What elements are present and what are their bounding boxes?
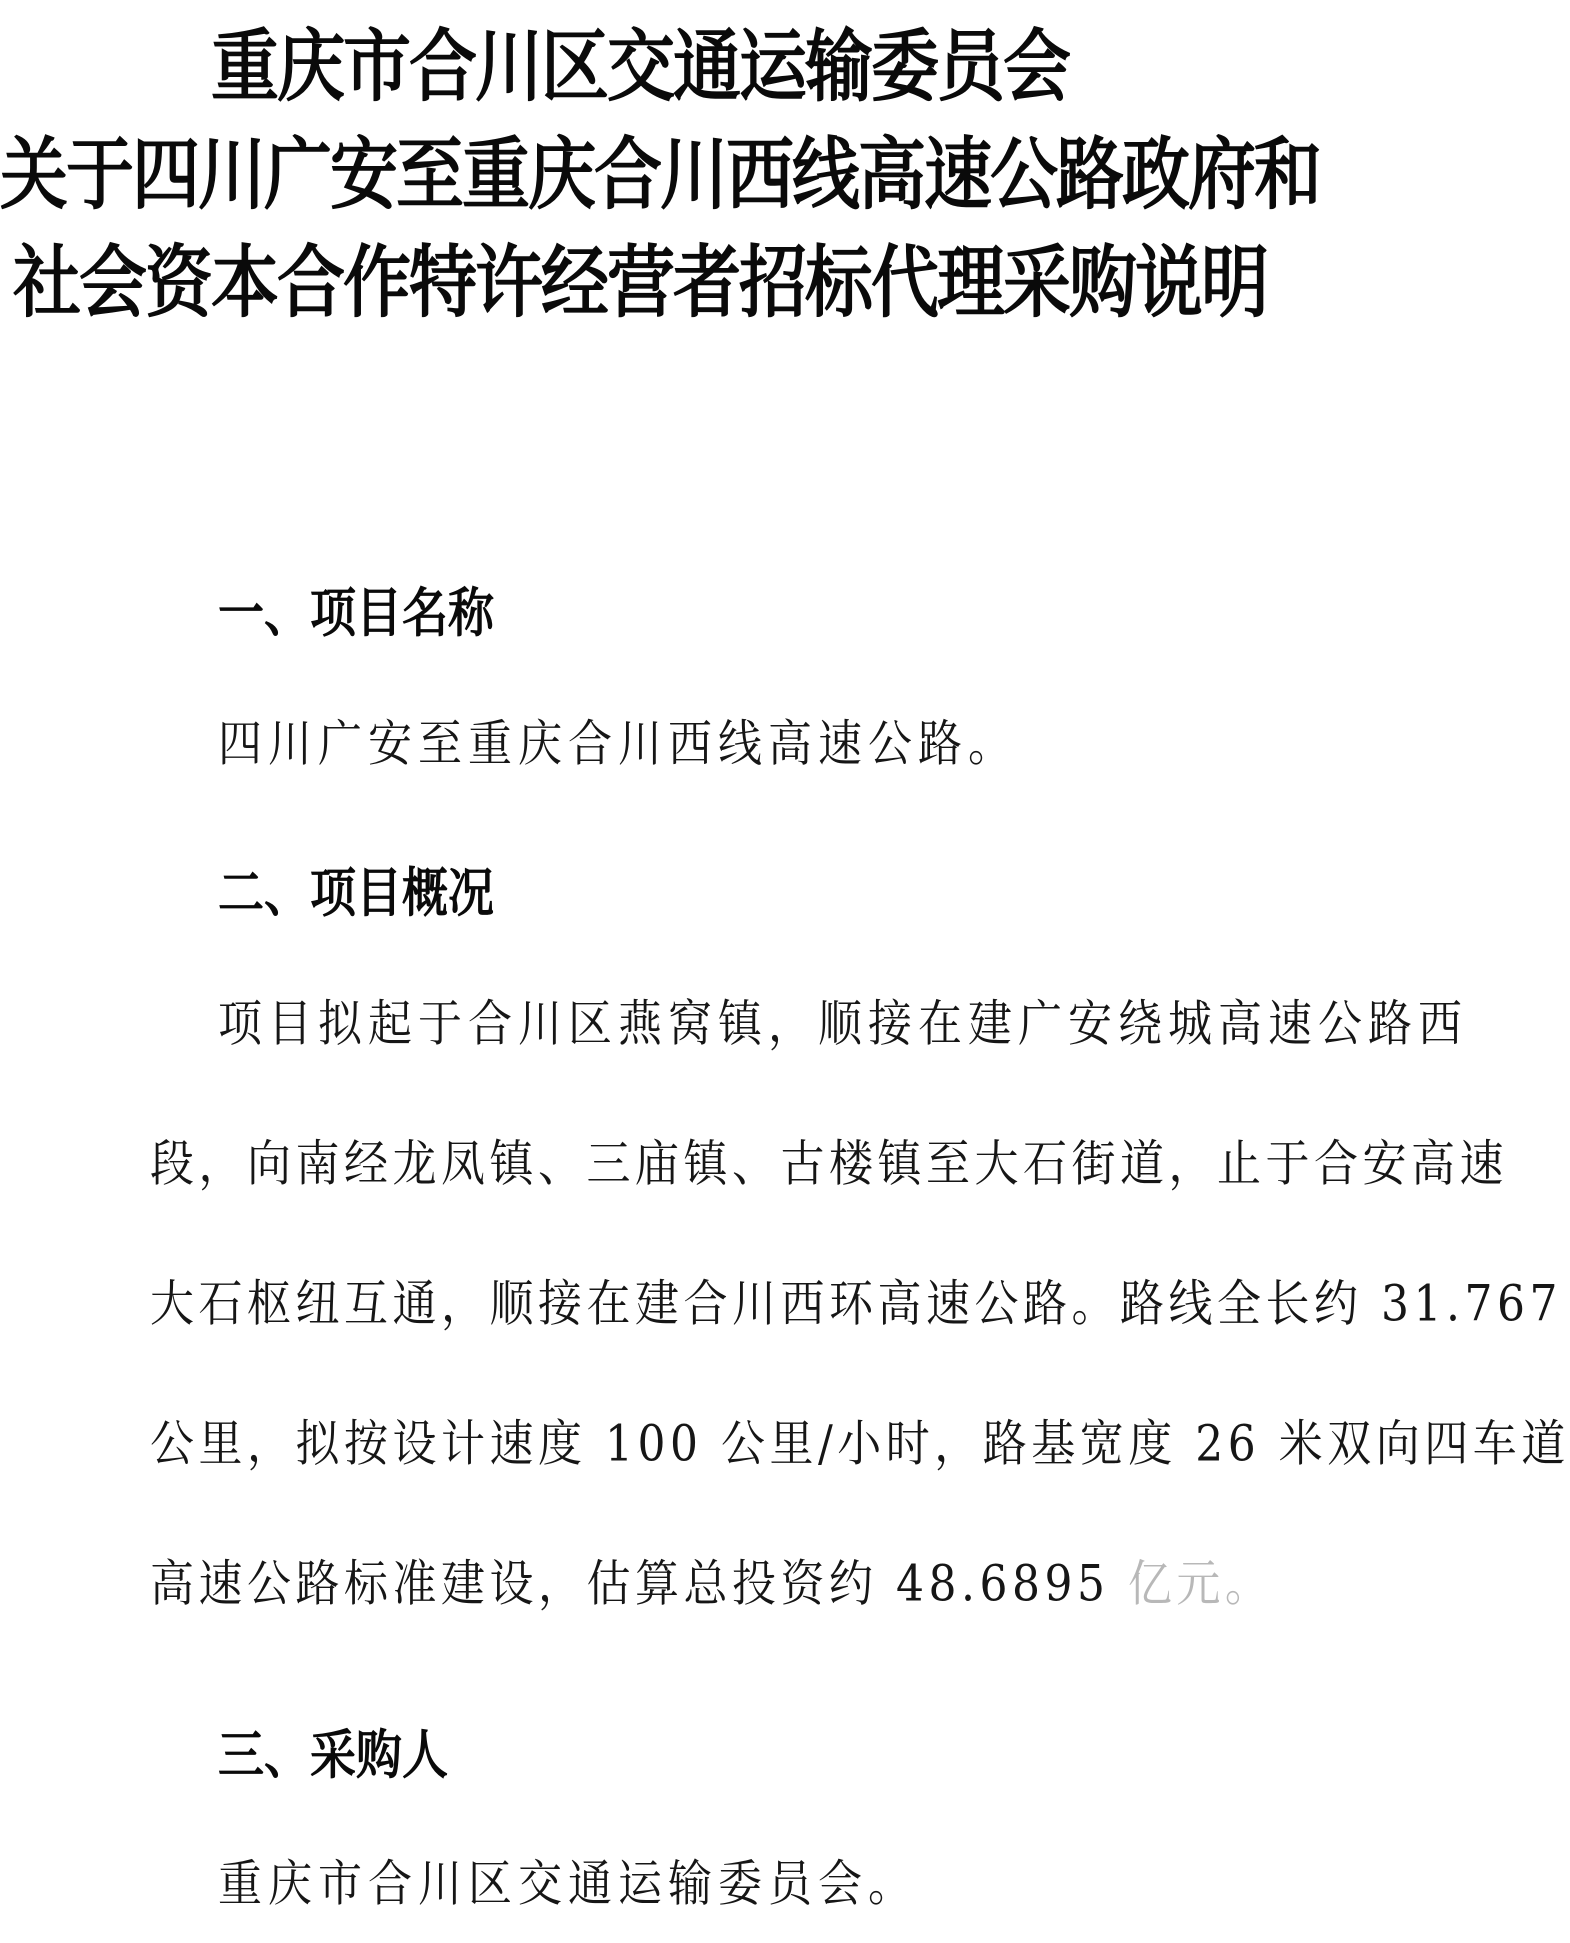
project-name-text: 四川广安至重庆合川西线高速公路。 — [218, 715, 1018, 773]
section-heading-project-name: 一、项目名称 — [218, 581, 494, 644]
overview-line-2: 段，向南经龙凤镇、三庙镇、古楼镇至大石街道，止于合安高速 — [150, 1135, 1508, 1193]
title-line-1: 重庆市合川区交通运输委员会 — [210, 21, 1069, 114]
overview-line-5-text: 高速公路标准建设，估算总投资约 48.6895 — [150, 1555, 1110, 1613]
overview-line-4: 公里，拟按设计速度 100 公里/小时，路基宽度 26 米双向四车道 — [150, 1415, 1570, 1473]
purchaser-text: 重庆市合川区交通运输委员会。 — [218, 1855, 918, 1913]
section-heading-purchaser: 三、采购人 — [218, 1723, 448, 1786]
overview-line-1: 项目拟起于合川区燕窝镇，顺接在建广安绕城高速公路西 — [218, 995, 1468, 1053]
title-line-2: 关于四川广安至重庆合川西线高速公路政府和 — [0, 129, 1321, 222]
overview-line-5 — [150, 1555, 1274, 1613]
overview-line-3: 大石枢纽互通，顺接在建合川西环高速公路。路线全长约 31.767 — [150, 1275, 1562, 1333]
title-line-3: 社会资本合作特许经营者招标代理采购说明 — [12, 237, 1267, 330]
section-heading-project-overview: 二、项目概况 — [218, 861, 494, 924]
overview-line-5-faded-tail: 亿元。 — [1109, 1555, 1274, 1613]
